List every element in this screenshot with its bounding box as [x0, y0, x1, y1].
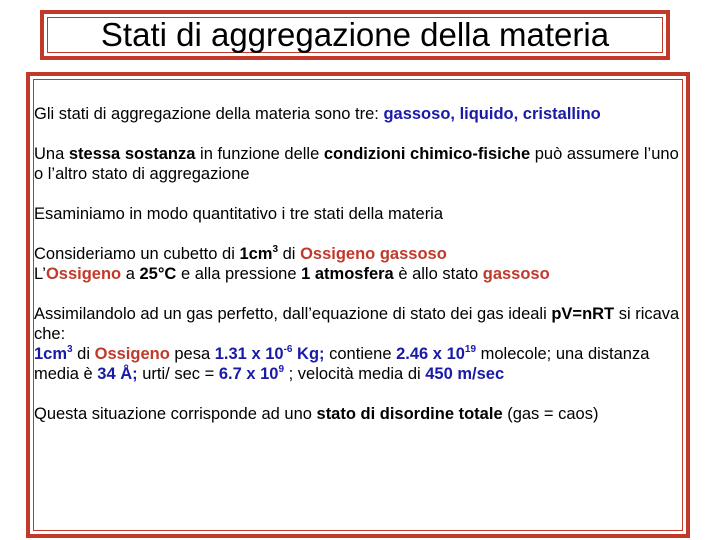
paragraph-oxygen-cube	[34, 244, 684, 284]
p5-velocity: 450 m/sec	[425, 365, 505, 383]
p2-text-a: Una	[34, 145, 69, 163]
p5-distance: 34 Å;	[97, 365, 138, 383]
paragraph-disorder	[34, 404, 684, 424]
p4-text-f: è allo stato	[393, 265, 483, 283]
p4-volume: $1cm^3$	[239, 243, 279, 263]
p2-bold-a: stessa sostanza	[68, 145, 196, 163]
p4-gaseous: gassoso	[482, 265, 550, 283]
p5-collisions: 6.7 x $10^9$	[218, 363, 285, 383]
p4-temperature: 25°C	[139, 265, 177, 283]
p5-text-f: molecole; una distanza media è	[34, 345, 650, 383]
p4-oxygen-gas: Ossigeno gassoso	[300, 245, 447, 263]
p5-volume: $1cm^3$	[34, 343, 73, 363]
p2-text-c: può assumere l’uno o l’altro stato di aggregazione	[34, 145, 679, 183]
p5-text-b: si ricava che:	[34, 305, 680, 343]
p4-text-b: di	[278, 245, 301, 263]
slide-title: Stati di aggregazione della materia	[100, 16, 610, 53]
p4-text-d: a	[121, 265, 140, 283]
p1-text: Gli stati di aggregazione della materia sono tre:	[34, 105, 384, 123]
title-frame	[40, 10, 670, 60]
p4-text-a: Consideriamo un cubetto di	[34, 245, 240, 263]
p2-text-b: in funzione delle	[195, 145, 324, 163]
p1-states-list: gassoso, liquido, cristallino	[383, 105, 601, 123]
p4-oxygen: Ossigeno	[45, 265, 122, 283]
p6-disorder: stato di disordine totale	[316, 405, 503, 423]
p5-text-c: di	[72, 345, 95, 363]
paragraph-ideal-gas	[34, 304, 684, 384]
p2-bold-b: condizioni chimico-fisiche	[323, 145, 531, 163]
p5-text-a: Assimilandolo ad un gas perfetto, dall’equazione di stato dei gas ideali	[34, 305, 552, 323]
p5-text-d: pesa	[169, 345, 215, 363]
paragraph-same-substance	[34, 144, 684, 184]
p5-mass: 1.31 x $10^{-6}$ Kg;	[214, 343, 325, 363]
slide-body	[34, 104, 684, 444]
paragraph-states	[34, 104, 684, 124]
paragraph-examine	[34, 204, 684, 224]
p6-text-a: Questa situazione corrisponde ad uno	[34, 405, 317, 423]
p4-pressure: 1 atmosfera	[301, 265, 394, 283]
p3-text: Esaminiamo in modo quantitativo i tre stati della materia	[34, 205, 444, 223]
p5-oxygen: Ossigeno	[94, 345, 170, 363]
p4-text-e: e alla pressione	[176, 265, 302, 283]
p5-text-e: contiene	[324, 345, 397, 363]
p5-text-g: urti/ sec =	[137, 365, 219, 383]
p4-text-c: L’	[34, 265, 46, 283]
p5-molecules: 2.46 x $10^{19}$	[396, 343, 477, 363]
p5-text-h: ; velocità media di	[284, 365, 426, 383]
p6-text-b: (gas = caos)	[502, 405, 599, 423]
p5-equation: pV=nRT	[551, 305, 615, 323]
